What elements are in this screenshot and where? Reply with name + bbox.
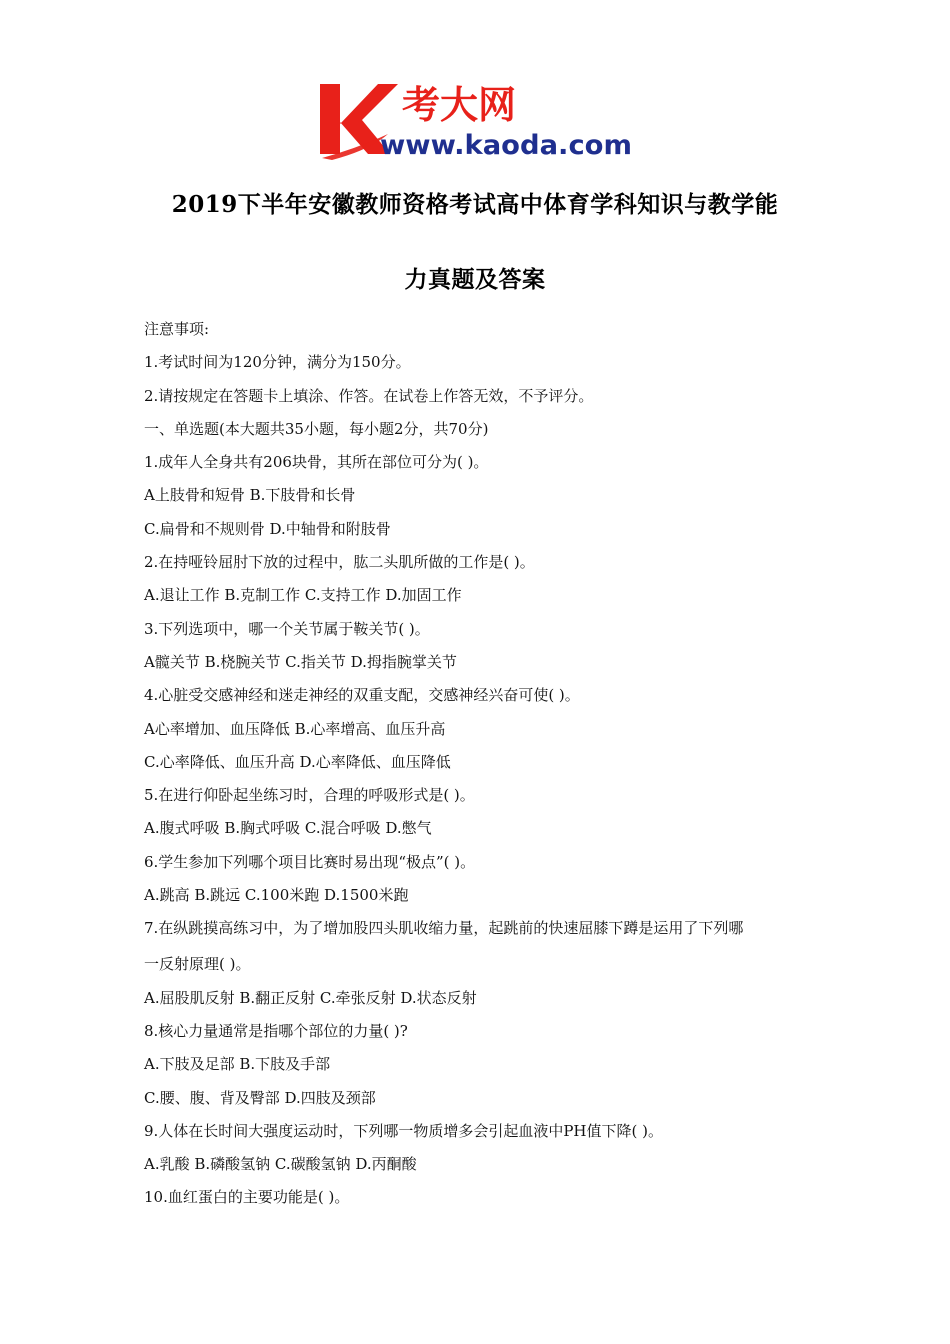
- question-3-options: A髋关节 B.桡腕关节 C.指关节 D.拇指腕掌关节: [144, 652, 457, 671]
- document-title-line-1: 2019下半年安徽教师资格考试高中体育学科知识与教学能: [171, 191, 779, 218]
- document-body: [144, 313, 824, 1215]
- question-1-options-b: C.扁骨和不规则骨 D.中轴骨和附肢骨: [144, 519, 391, 538]
- notice-heading: 注意事项:: [144, 320, 210, 338]
- question-5: 5.在进行仰卧起坐练习时，合理的呼吸形式是( )。: [144, 786, 475, 805]
- logo-brand-cn: 考大网: [402, 83, 517, 127]
- question-2: 2.在持哑铃屈肘下放的过程中，肱二头肌所做的工作是( )。: [144, 553, 535, 572]
- question-4: 4.心脏受交感神经和迷走神经的双重支配，交感神经兴奋可使( )。: [144, 686, 580, 705]
- question-5-options: A.腹式呼吸 B.胸式呼吸 C.混合呼吸 D.憋气: [144, 819, 432, 838]
- question-4-options-b: C.心率降低、血压升高 D.心率降低、血压降低: [144, 752, 451, 771]
- question-1-options-a: A上肢骨和短骨 B.下肢骨和长骨: [144, 486, 356, 505]
- question-7-options: A.屈股肌反射 B.翻正反射 C.牵张反射 D.状态反射: [144, 988, 477, 1007]
- question-8-options-b: C.腰、腹、背及臀部 D.四肢及颈部: [144, 1088, 376, 1107]
- question-8-options-a: A.下肢及足部 B.下肢及手部: [144, 1055, 331, 1074]
- question-8: 8.核心力量通常是指哪个部位的力量( )?: [144, 1021, 408, 1040]
- question-9-options: A.乳酸 B.磷酸氢钠 C.碳酸氢钠 D.丙酮酸: [144, 1155, 417, 1174]
- notice-item-1: 1.考试时间为120分钟，满分为150分。: [144, 353, 411, 372]
- question-6: 6.学生参加下列哪个项目比赛时易出现“极点”( )。: [144, 852, 476, 871]
- section-heading: 一、单选题(本大题共35小题，每小题2分，共70分): [144, 419, 489, 438]
- question-10: 10.血红蛋白的主要功能是( )。: [144, 1188, 350, 1207]
- kaoda-logo-graphic: [318, 78, 638, 162]
- question-2-options: A.退让工作 B.克制工作 C.支持工作 D.加固工作: [144, 586, 462, 605]
- question-6-options: A.跳高 B.跳远 C.100米跑 D.1500米跑: [144, 886, 409, 905]
- question-9: 9.人体在长时间大强度运动时，下列哪一物质增多会引起血液中PH值下降( )。: [144, 1121, 663, 1140]
- question-1: 1.成年人全身共有206块骨，其所在部位可分为( )。: [144, 453, 489, 472]
- question-4-options-a: A心率增加、血压降低 B.心率增高、血压升高: [144, 719, 446, 738]
- kaoda-logo: [318, 78, 638, 162]
- notice-item-2: 2.请按规定在答题卡上填涂、作答。在试卷上作答无效，不予评分。: [144, 386, 594, 405]
- question-3: 3.下列选项中，哪一个关节属于鞍关节( )。: [144, 619, 430, 638]
- document-title-line-2: 力真题及答案: [404, 266, 546, 293]
- question-7-line-2: 一反射原理( )。: [144, 955, 251, 974]
- question-7-line-1: 7.在纵跳摸高练习中，为了增加股四头肌收缩力量，起跳前的快速屈膝下蹲是运用了下列哪: [144, 919, 744, 938]
- logo-url-text: www.kaoda.com: [380, 130, 632, 161]
